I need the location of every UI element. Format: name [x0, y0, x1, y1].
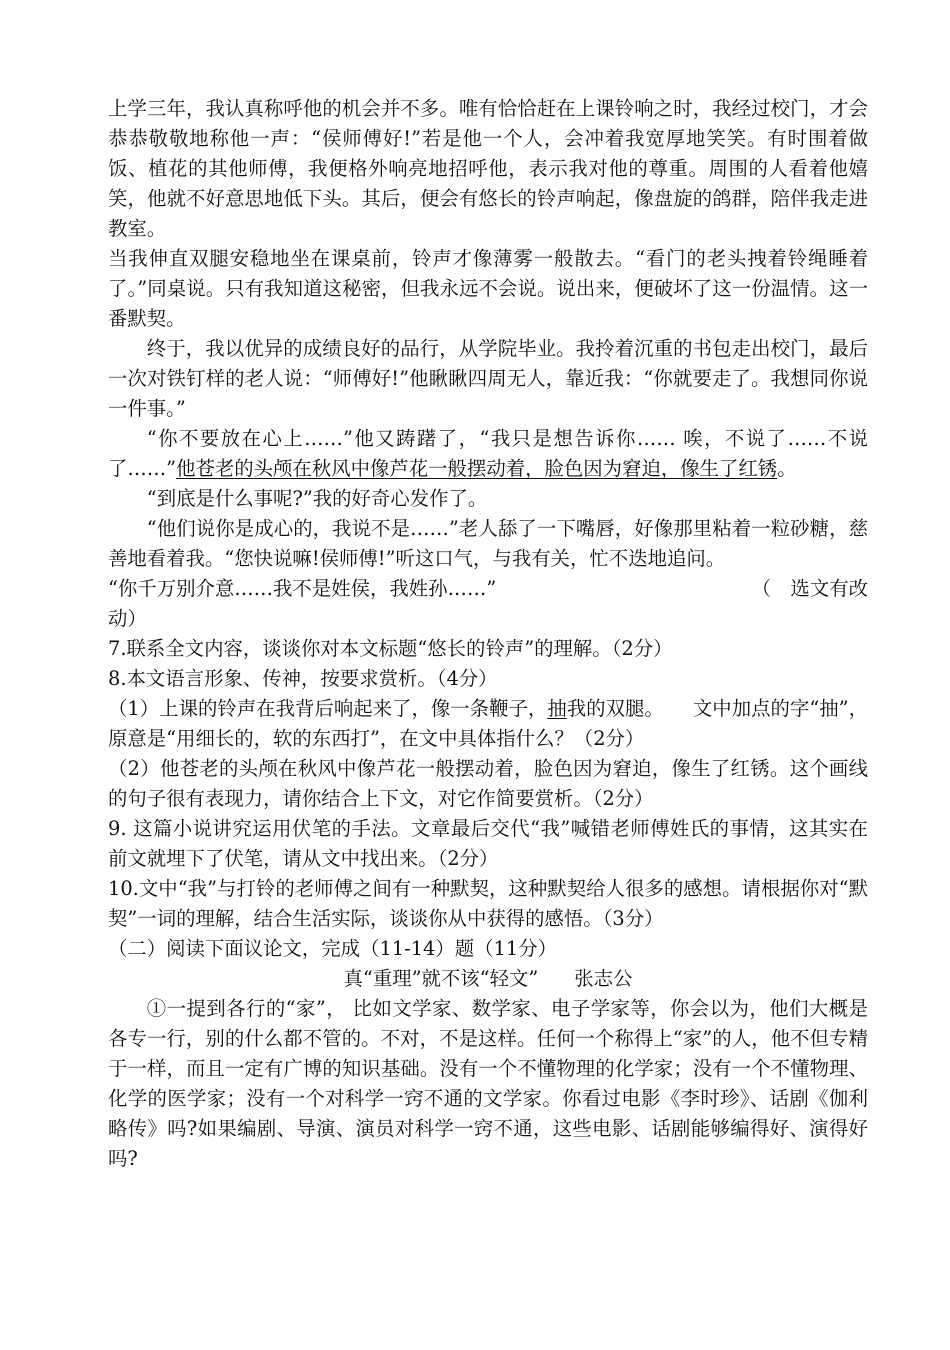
dialogue-text: “你不要放在心上……”他又踌躇了，“我只是想告诉你…… 唉，不说了……不说了……”	[108, 427, 868, 480]
essay-title-line	[108, 964, 868, 994]
question-10: 10.文中“我”与打铃的老师傅之间有一种默契，这种默契给人很多的感想。请根据你对“默契”一词的理解，结合生活实际，谈谈你从中获得的感悟。（3分）	[108, 877, 868, 930]
question-9: 9. 这篇小说讲究运用伏笔的手法。文章最后交代“我”喊错老师傅姓氏的事情，这其实在前文就埋下了伏笔，请从文中找出来。（2分）	[108, 817, 868, 870]
essay-title: 真“重理”就不该“轻文”	[343, 967, 539, 990]
story-paragraph-2: 当我伸直双腿安稳地坐在课桌前，铃声才像薄雾一般散去。“看门的老头拽着铃绳睡着了。”同桌说。只有我知道这秘密，但我永远不会说。说出来，便破坏了这一份温情。这一番默契。	[108, 247, 868, 330]
source-note-end: 动）	[108, 607, 147, 630]
dotted-character: 抽	[547, 697, 567, 720]
underlined-sentence: 他苍老的头颅在秋风中像芦花一般摆动着，脸色因为窘迫，像生了红锈	[176, 457, 778, 480]
story-paragraph-7	[108, 574, 868, 634]
question-7: 7.联系全文内容，谈谈你对本文标题“悠长的铃声”的理解。（2分）	[108, 637, 673, 660]
question-8: 8.本文语言形象、传神，按要求赏析。（4分）	[108, 667, 498, 690]
sentence-end: 。	[777, 457, 797, 480]
q8-1-suffix: 我的双腿。 文中加点的字“抽”，原意是“用细长的，软的东西打”，在文中具体指什么？（2分）	[108, 697, 869, 750]
section-2-heading: （二）阅读下面议论文，完成（11-14）题（11分）	[108, 937, 557, 960]
story-paragraph-4	[108, 424, 868, 484]
final-dialogue: “你千万别介意……我不是姓侯，我姓孙……”	[108, 577, 497, 600]
story-paragraph-6: “他们说你是成心的，我说不是……”老人舔了一下嘴唇，好像那里粘着一粒砂糖，慈善地看着我。“您快说嘛!侯师傅!”听这口气，与我有关，忙不迭地追问。	[108, 517, 868, 570]
story-paragraph-3: 终于，我以优异的成绩良好的品行，从学院毕业。我拎着沉重的书包走出校门，最后一次对铁钉样的老人说：“师傅好!”他瞅瞅四周无人，靠近我：“你就要走了。我想同你说一件事。”	[108, 337, 868, 420]
q8-1-prefix: （1）上课的铃声在我背后响起来了，像一条鞭子，	[108, 697, 548, 720]
question-8-part-2: （2）他苍老的头颅在秋风中像芦花一般摆动着，脸色因为窘迫，像生了红锈。这个画线的句子很有表现力，请你结合上下文，对它作简要赏析。（2分）	[108, 757, 868, 810]
essay-paragraph-1: ①一提到各行的“家”， 比如文学家、数学家、电子学家等，你会以为，他们大概是各专一行，别的什么都不管的。不对，不是这样。任何一个称得上“家”的人，他不但专精于一样，而且一定有广博的知识基础。没有一个不懂物理的化学家；没有一个不懂物理、化学的医学家；没有一个对科学一窍不通的文学家。你看过电影《李时珍》、话剧《伽利略传》吗?如果编剧、导演、演员对科学一窍不通，这些电影、话剧能够编得好、演得好吗?	[108, 997, 868, 1170]
question-8-part-1	[108, 694, 868, 754]
source-note: （ 选文有改	[751, 577, 868, 600]
essay-author: 张志公	[574, 967, 633, 990]
document-page	[108, 94, 868, 1174]
story-paragraph-1: 上学三年，我认真称呼他的机会并不多。唯有恰恰赶在上课铃响之时，我经过校门，才会恭恭敬敬地称他一声：“侯师傅好!”若是他一个人，会冲着我宽厚地笑笑。有时围着做饭、植花的其他师傅，我便格外响亮地招呼他，表示我对他的尊重。周围的人看着他嬉笑，他就不好意思地低下头。其后，便会有悠长的铃声响起，像盘旋的鸽群，陪伴我走进教室。	[108, 97, 868, 240]
story-paragraph-5: “到底是什么事呢?”我的好奇心发作了。	[146, 487, 488, 510]
